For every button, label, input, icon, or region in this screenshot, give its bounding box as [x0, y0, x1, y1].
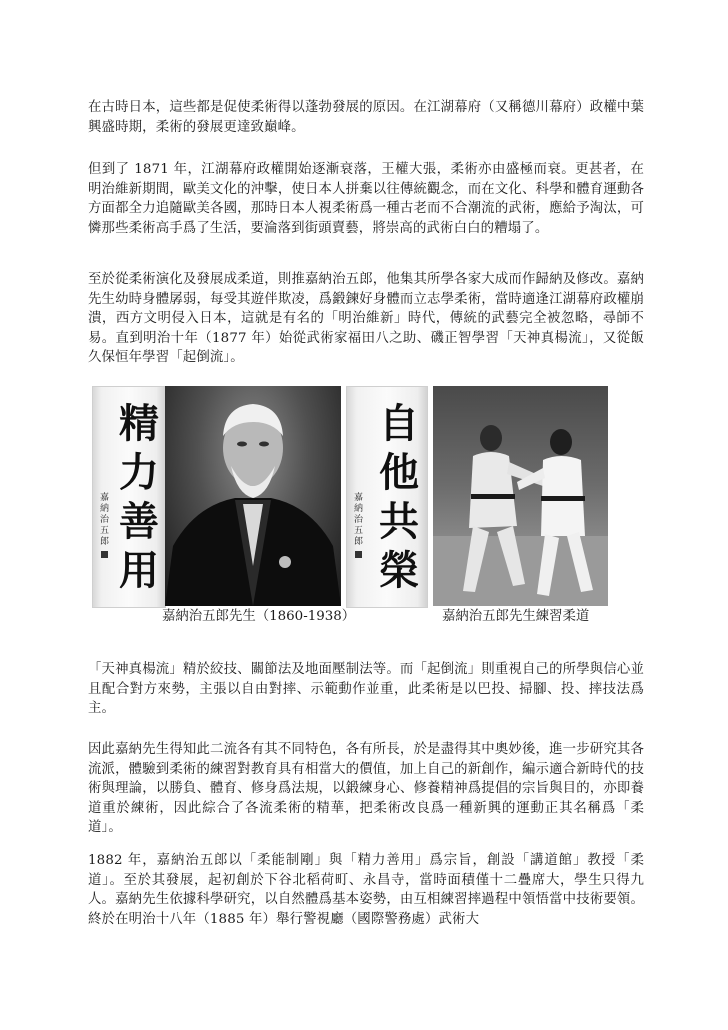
calligraphy-scroll-jita-kyoei — [346, 386, 428, 608]
calligraphy-char: 他 — [379, 449, 419, 496]
signature-char: 郎 — [100, 537, 110, 547]
seal-stamp — [355, 551, 362, 558]
figure-caption-portrait: 嘉納治五郎先生（1860-1938） — [162, 609, 356, 624]
signature-char: 嘉 — [100, 493, 110, 503]
calligraphy-char: 精 — [119, 400, 159, 447]
paragraph-two-schools: 「天神真楊流」精於絞技、關節法及地面壓制法等。而「起倒流」則重視自己的所學與信心並且配合對方來勢，主張以自由對摔、示範動作並重，此柔術是以巴投、掃腳、投、摔技法爲主。 — [88, 662, 644, 717]
portrait-illustration — [165, 386, 341, 606]
paragraph-kodokan-1882: 1882 年，嘉納治五郎以「柔能制剛」與「精力善用」爲宗旨，創設「講道館」教授「柔道」。至於其發展，起初創於下谷北稻荷町、永昌寺，當時面積僅十二疊席大，學生只得九人。嘉納先生依據科學研究，以自然體爲基本姿勢，由互相練習摔過程中領悟當中技術要領。終於在明治十八年（1885 年）舉行警視廳（國際警務處）武術大 — [88, 853, 644, 927]
calligraphy-text — [119, 399, 159, 595]
signature-char: 治 — [100, 515, 110, 525]
signature-char: 郎 — [354, 537, 364, 547]
calligraphy-char: 用 — [119, 547, 159, 594]
signature-char: 納 — [354, 504, 364, 514]
judo-practice-illustration — [433, 386, 608, 606]
calligraphy-char: 善 — [119, 498, 159, 545]
calligraphy-char: 自 — [379, 400, 419, 447]
judo-practice-photo — [433, 386, 608, 606]
calligraphy-text — [379, 399, 419, 595]
signature-char: 五 — [354, 526, 364, 536]
signature-char: 治 — [354, 515, 364, 525]
signature-char: 五 — [100, 526, 110, 536]
calligraphy-char: 力 — [119, 449, 159, 496]
paragraph-judo-creation: 因此嘉納先生得知此二流各有其不同特色，各有所長，於是盡得其中奧妙後，進一步研究其各流派，體驗到柔術的練習對教育具有相當大的價值，加上自己的新創作，編示適合新時代的技術與理論，以勝負、體育、修身爲法規，以鍛練身心、修養精神爲提倡的宗旨與目的，亦即養道重於練術，因此綜合了各流柔術的精華，把柔術改良爲一種新興的運動正其名稱爲「柔道」。 — [88, 742, 644, 836]
signature-char: 納 — [100, 504, 110, 514]
paragraph-jujutsu-history: 在古時日本，這些都是促使柔術得以蓬勃發展的原因。在江湖幕府（又稱德川幕府）政權中葉興盛時期，柔術的發展更達致巔峰。 — [88, 100, 644, 135]
calligraphy-scroll-seiryoku-zenyo — [92, 386, 166, 608]
portrait-photo — [165, 386, 341, 606]
signature-char: 嘉 — [354, 493, 364, 503]
calligraphy-char: 共 — [379, 498, 419, 545]
calligraphy-signature — [100, 493, 109, 558]
calligraphy-signature — [354, 493, 363, 558]
calligraphy-char: 榮 — [379, 547, 419, 594]
paragraph-decline-1871: 但到了 1871 年，江湖幕府政權開始逐漸衰落，王權大張，柔術亦由盛極而衰。更甚者，在明治維新期間，歐美文化的沖擊，使日本人拼棄以往傳統觀念，而在文化、科學和體育運動各方面都全力追隨歐美各國，那時日本人視柔術爲一種古老而不合潮流的武術，應給予淘汰，可憐那些柔術高手爲了生活，要淪落到街頭賣藝，將崇高的武術白白的糟塌了。 — [88, 162, 644, 236]
seal-stamp — [101, 551, 108, 558]
figure-caption-practice: 嘉納治五郎先生練習柔道 — [442, 609, 590, 624]
paragraph-kano-origin: 至於從柔術演化及發展成柔道，則推嘉納治五郎，他集其所學各家大成而作歸納及修改。嘉納先生幼時身體孱弱，每受其遊伴欺凌，爲鍛鍊好身體而立志學柔術，當時適逢江湖幕府政權崩潰，西方文明侵入日本，這就是有名的「明治維新」時代，傳統的武藝完全被忽略，尋師不易。直到明治十年（1877 年）始從武術家福田八之助、磯正智學習「天神真楊流」，又從飯久保恒年學習「起倒流」。 — [88, 272, 644, 366]
